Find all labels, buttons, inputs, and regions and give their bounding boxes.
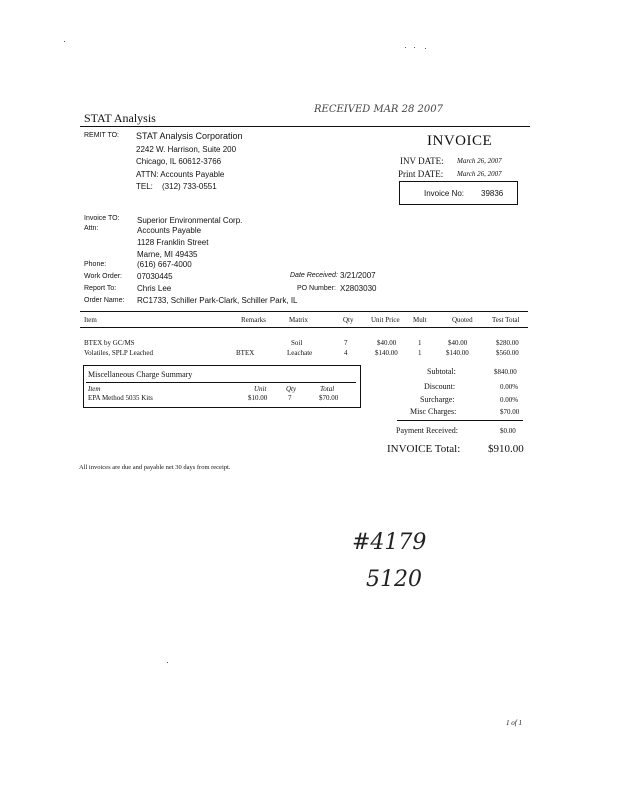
invoice-title: INVOICE	[427, 133, 493, 149]
invoice-total-label: INVOICE Total:	[387, 443, 461, 455]
invoice-to-line: Marne, MI 49435	[137, 250, 198, 259]
cell-test-total: $280.00	[496, 339, 519, 347]
phone: (616) 667-4000	[137, 260, 192, 269]
cell-mult: 1	[418, 339, 422, 347]
col-header-mult: Mult	[413, 316, 427, 324]
misc-charges: $70.00	[500, 408, 520, 416]
received-stamp: RECEIVED MAR 28 2007	[314, 104, 443, 115]
cell-qty: 4	[344, 349, 348, 357]
cell-item: Volatiles, SPLP Leached	[84, 349, 154, 357]
surcharge-label: Surcharge:	[420, 395, 455, 404]
cell-item: BTEX by GC/MS	[84, 339, 135, 347]
misc-title: Miscellaneous Charge Summary	[88, 370, 193, 379]
order-name-label: Order Name:	[84, 297, 125, 304]
work-order-label: Work Order:	[84, 273, 122, 280]
col-header-quoted: Quoted	[452, 316, 473, 324]
page-number: 1 of 1	[506, 719, 522, 727]
phone-label: Phone:	[84, 261, 107, 268]
subtotal-label: Subtotal:	[427, 367, 456, 376]
po-number: X2803030	[340, 284, 377, 293]
po-number-label: PO Number:	[297, 285, 336, 292]
misc-cell-item: EPA Method 5035 Kits	[88, 394, 153, 402]
remit-to-line: 2242 W. Harrison, Suite 200	[136, 145, 237, 154]
cell-remarks: BTEX	[236, 349, 255, 357]
invoice-to-line: Superior Environmental Corp.	[137, 216, 243, 225]
cell-qty: 7	[344, 339, 348, 347]
invoice-to-label: Invoice TO:	[84, 215, 120, 222]
company-name: STAT Analysis	[84, 111, 156, 125]
col-header-matrix: Matrix	[289, 316, 309, 324]
date-received-label: Date Received:	[290, 272, 338, 279]
misc-cell-total: $70.00	[319, 394, 339, 402]
col-header-qty: Qty	[343, 316, 354, 324]
remit-to-line: ATTN: Accounts Payable	[136, 170, 225, 179]
cell-mult: 1	[418, 349, 422, 357]
table-top-rule	[80, 311, 528, 312]
remit-tel: (312) 733-0551	[162, 182, 217, 191]
cell-quoted: $40.00	[448, 339, 468, 347]
handwritten-number: 5120	[366, 567, 422, 592]
date-received: 3/21/2007	[340, 271, 376, 280]
print-date-label: Print DATE:	[398, 169, 444, 179]
handwritten-number: #4179	[352, 530, 427, 555]
report-to: Chris Lee	[137, 284, 172, 293]
misc-cell-unit: $10.00	[248, 394, 268, 402]
misc-header-item: Item	[88, 385, 101, 393]
invoice-to-line: Accounts Payable	[137, 226, 202, 235]
attn-label: Attn:	[84, 225, 99, 232]
payment-terms-note: All invoices are due and payable net 30 days from receipt.	[79, 464, 231, 471]
misc-cell-qty: 7	[288, 394, 292, 402]
totals-rule	[397, 420, 523, 421]
remit-to-label: REMIT TO:	[84, 132, 120, 139]
misc-header-unit: Unit	[254, 385, 267, 393]
discount: 0.00%	[500, 383, 519, 391]
work-order: 07030445	[137, 272, 173, 281]
order-name: RC1733, Schiller Park-Clark, Schiller Park, IL	[137, 296, 298, 305]
cell-quoted: $140.00	[446, 349, 469, 357]
misc-header-total: Total	[320, 385, 335, 393]
cell-test-total: $560.00	[496, 349, 519, 357]
invoice-no: 39836	[481, 189, 504, 198]
invoice-to-line: 1128 Franklin Street	[137, 238, 209, 247]
misc-title-rule	[86, 382, 356, 383]
cell-unit-price: $140.00	[375, 349, 398, 357]
table-header-rule	[80, 327, 528, 328]
inv-date: March 26, 2007	[457, 157, 502, 165]
col-header-unit-price: Unit Price	[371, 316, 400, 324]
remit-tel-label: TEL:	[136, 182, 153, 191]
subtotal: $840.00	[494, 368, 517, 376]
col-header-test-total: Test Total	[492, 316, 520, 324]
cell-unit-price: $40.00	[377, 339, 397, 347]
surcharge: 0.00%	[500, 396, 519, 404]
remit-to-line: Chicago, IL 60612-3766	[136, 157, 222, 166]
misc-header-qty: Qty	[286, 385, 297, 393]
payment-received-label: Payment Received:	[396, 426, 458, 435]
inv-date-label: INV DATE:	[400, 156, 444, 166]
invoice-no-label: Invoice No:	[424, 189, 465, 198]
cell-matrix: Leachate	[287, 349, 313, 357]
invoice-total: $910.00	[488, 443, 524, 455]
cell-matrix: Soil	[291, 339, 303, 347]
col-header-remarks: Remarks	[241, 316, 266, 324]
col-header-item: Item	[84, 316, 97, 324]
remit-to-line: STAT Analysis Corporation	[136, 131, 243, 141]
discount-label: Discount:	[424, 382, 456, 391]
header-rule	[80, 126, 530, 127]
report-to-label: Report To:	[84, 285, 117, 292]
misc-charges-label: Misc Charges:	[410, 407, 457, 416]
payment-received: $0.00	[500, 427, 516, 435]
print-date: March 26, 2007	[457, 170, 502, 178]
